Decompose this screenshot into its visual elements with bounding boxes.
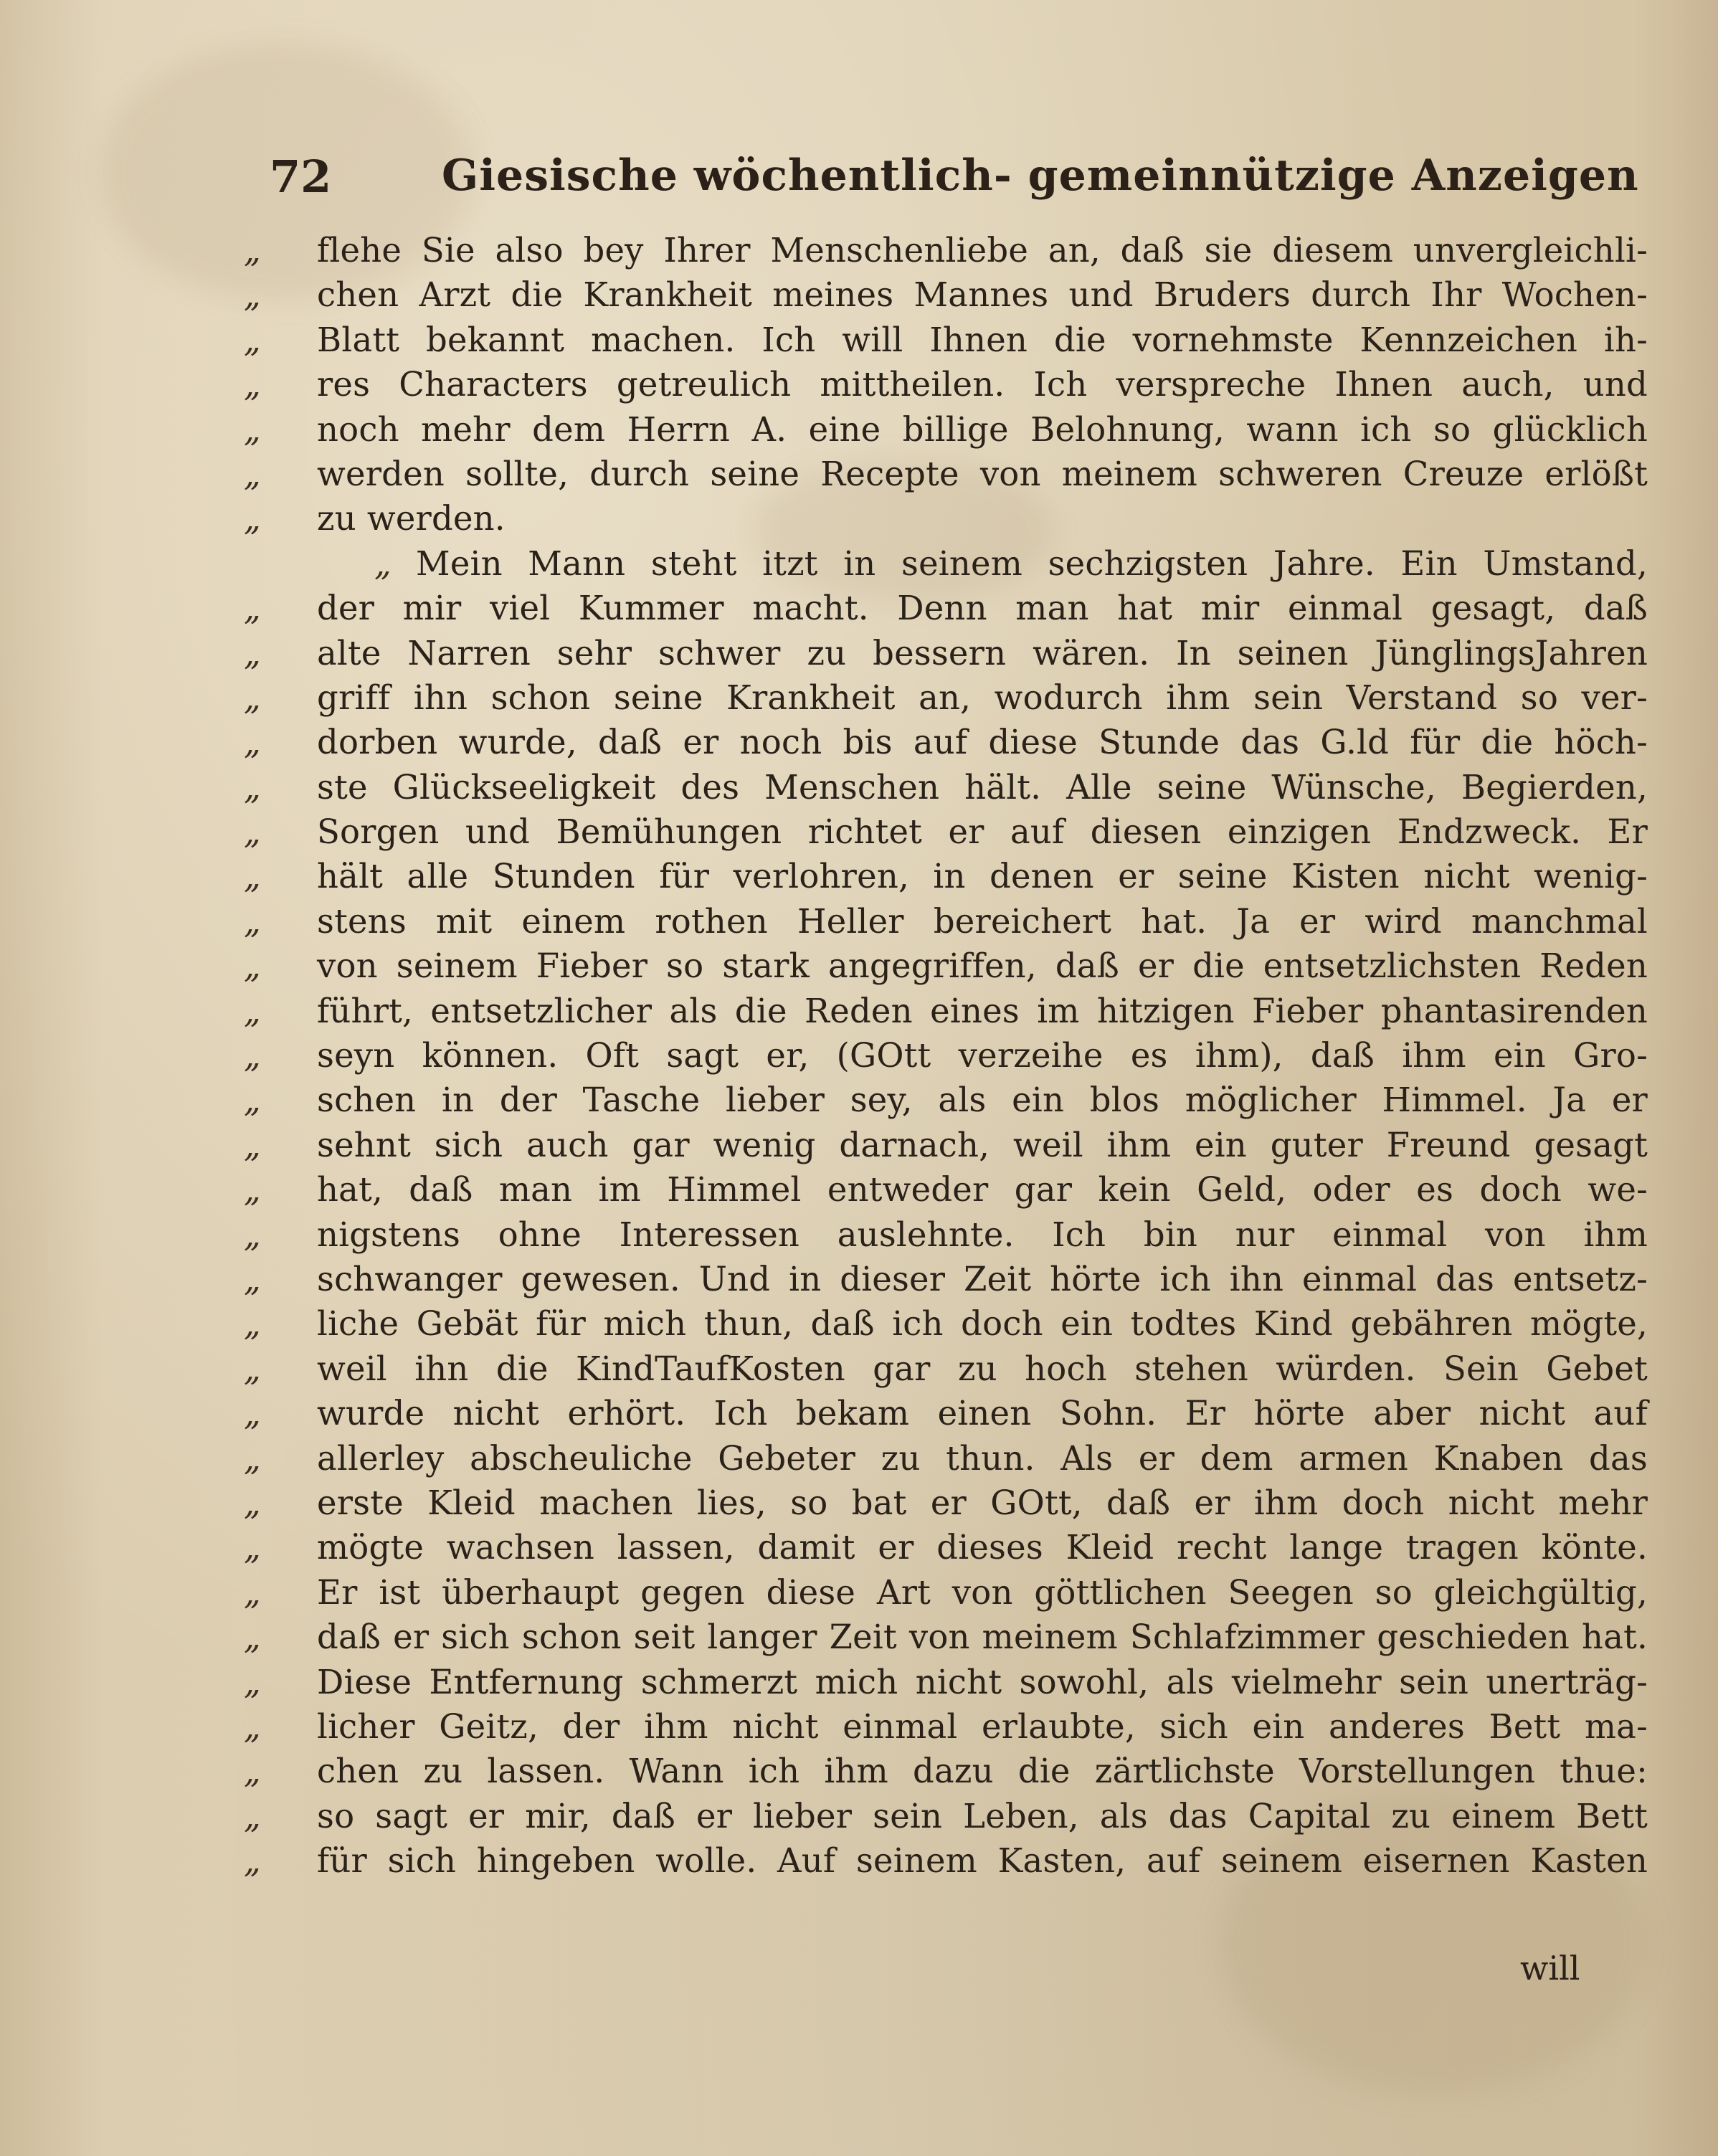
line-text: weil ihn die KindTaufKosten gar zu hoch stehen würden. Sein Gebet [317, 1349, 1648, 1388]
line-text: schwanger gewesen. Und in dieser Zeit hörte ich ihn einmal das entsetz- [317, 1259, 1648, 1298]
quote-mark: „ [244, 1259, 261, 1298]
quote-mark: „ [244, 1215, 261, 1254]
quote-mark: „ [244, 1706, 261, 1746]
text-line [244, 496, 1606, 541]
quote-mark: „ [244, 1125, 261, 1164]
text-line [244, 1033, 1648, 1078]
quote-mark: „ [244, 1394, 261, 1433]
quote-mark: „ [244, 1483, 261, 1522]
text-line [244, 228, 1648, 272]
page-number: 72 [270, 151, 332, 203]
text-line [244, 1838, 1648, 1883]
catchword: will [1520, 1949, 1580, 1988]
running-title: Giesische wöchentlich- gemeinnützige Anzeigen [442, 151, 1639, 201]
quote-mark: „ [244, 499, 261, 538]
text-line [244, 1167, 1648, 1212]
quote-mark: „ [244, 231, 261, 270]
line-text: dorben wurde, daß er noch bis auf diese Stunde das G.ld für die höch- [317, 723, 1648, 762]
quote-mark: „ [244, 409, 261, 449]
line-text: zu werden. [317, 499, 506, 538]
text-line [244, 720, 1648, 764]
text-line [244, 1749, 1648, 1793]
line-text: Er ist überhaupt gegen diese Art von göttlichen Seegen so gleichgültig, [317, 1572, 1648, 1612]
quote-mark: „ [244, 678, 261, 717]
quote-mark: „ [244, 589, 261, 628]
text-line [244, 809, 1648, 854]
line-text: werden sollte, durch seine Recepte von meinem schweren Creuze erlößt [317, 454, 1648, 493]
line-text: von seinem Fieber so stark angegriffen, daß er die entsetzlichsten Reden [317, 946, 1648, 986]
line-text: griff ihn schon seine Krankheit an, wodurch ihm sein Verstand so ver- [317, 678, 1648, 717]
quote-mark: „ [244, 1170, 261, 1210]
line-text: der mir viel Kummer macht. Denn man hat mir einmal gesagt, daß [317, 589, 1648, 628]
text-line [244, 586, 1648, 630]
text-line [244, 1391, 1648, 1435]
quote-mark: „ [244, 767, 261, 807]
text-line [244, 452, 1648, 496]
quote-mark: „ [244, 1796, 261, 1836]
text-line [244, 944, 1648, 988]
line-text: erste Kleid machen lies, so bat er GOtt, daß er ihm doch nicht mehr [317, 1483, 1648, 1522]
text-line [244, 1123, 1648, 1167]
quote-mark: „ [244, 365, 261, 404]
text-line [244, 1347, 1648, 1391]
line-text: Mein Mann steht itzt in seinem sechzigsten Jahre. Ein Umstand, [416, 543, 1648, 583]
line-text: so sagt er mir, daß er lieber sein Leben, als das Capital zu einem Bett [317, 1796, 1648, 1836]
line-text: allerley abscheuliche Gebeter zu thun. Als er dem armen Knaben das [317, 1438, 1648, 1478]
line-text: seyn können. Oft sagt er, (GOtt verzeihe es ihm), daß ihm ein Gro- [317, 1036, 1648, 1075]
line-text: flehe Sie also bey Ihrer Menschenliebe an, daß sie diesem unvergleichli- [317, 231, 1648, 270]
quote-mark: „ [244, 1438, 261, 1478]
line-text: alte Narren sehr schwer zu bessern wären. In seinen JünglingsJahren [317, 633, 1648, 673]
line-text: res Characters getreulich mittheilen. Ich verspreche Ihnen auch, und [317, 365, 1648, 404]
quote-mark: „ [244, 1349, 261, 1388]
line-text: licher Geitz, der ihm nicht einmal erlaubte, sich ein anderes Bett ma- [317, 1706, 1648, 1746]
line-text: führt, entsetzlicher als die Reden eines im hitzigen Fieber phantasirenden [317, 991, 1648, 1030]
text-line [244, 1525, 1648, 1569]
text-line [244, 854, 1648, 898]
text-line [244, 1078, 1648, 1122]
quote-mark: „ [244, 1618, 261, 1657]
line-text: noch mehr dem Herrn A. eine billige Belohnung, wann ich so glücklich [317, 409, 1648, 449]
quote-mark: „ [244, 1081, 261, 1120]
line-text: Sorgen und Bemühungen richtet er auf diesen einzigen Endzweck. Er [317, 812, 1648, 852]
quote-mark: „ [374, 543, 391, 583]
text-line [244, 407, 1648, 452]
text-line [244, 1212, 1648, 1257]
text-line [244, 1257, 1648, 1301]
body-text [244, 228, 1648, 1883]
line-text: hält alle Stunden für verlohren, in denen er seine Kisten nicht wenig- [317, 857, 1648, 896]
quote-mark: „ [244, 320, 261, 359]
quote-mark: „ [244, 812, 261, 852]
text-line [244, 1704, 1648, 1749]
quote-mark: „ [244, 633, 261, 673]
text-line [244, 1481, 1648, 1525]
quote-mark: „ [244, 901, 261, 941]
text-line [244, 1615, 1648, 1659]
line-text: chen Arzt die Krankheit meines Mannes und Bruders durch Ihr Wochen- [317, 275, 1648, 315]
quote-mark: „ [244, 454, 261, 493]
quote-mark: „ [244, 946, 261, 986]
quote-mark: „ [244, 1662, 261, 1701]
text-line [244, 675, 1648, 720]
text-line [244, 272, 1648, 317]
text-line [244, 1794, 1648, 1838]
quote-mark: „ [244, 1528, 261, 1567]
page-header [270, 143, 1639, 208]
line-text: ste Glückseeligkeit des Menschen hält. Alle seine Wünsche, Begierden, [317, 767, 1648, 807]
line-text: für sich hingeben wolle. Auf seinem Kasten, auf seinem eisernen Kasten [317, 1841, 1648, 1881]
line-text: sehnt sich auch gar wenig darnach, weil ihm ein guter Freund gesagt [317, 1125, 1648, 1164]
quote-mark: „ [244, 991, 261, 1030]
text-line [244, 1436, 1648, 1481]
line-text: schen in der Tasche lieber sey, als ein blos möglicher Himmel. Ja er [317, 1081, 1648, 1120]
line-text: hat, daß man im Himmel entweder gar kein Geld, oder es doch we- [317, 1170, 1648, 1210]
text-line [244, 1570, 1648, 1615]
text-line [244, 1301, 1648, 1346]
quote-mark: „ [244, 1036, 261, 1075]
quote-mark: „ [244, 857, 261, 896]
text-line [244, 541, 1648, 586]
line-text: Diese Entfernung schmerzt mich nicht sowohl, als vielmehr sein unerträg- [317, 1662, 1648, 1701]
quote-mark: „ [244, 275, 261, 315]
line-text: mögte wachsen lassen, damit er dieses Kleid recht lange tragen könte. [317, 1528, 1648, 1567]
text-line [244, 899, 1648, 944]
text-line [244, 362, 1648, 407]
quote-mark: „ [244, 1304, 261, 1344]
line-text: nigstens ohne Interessen auslehnte. Ich bin nur einmal von ihm [317, 1215, 1648, 1254]
line-text: stens mit einem rothen Heller bereichert hat. Ja er wird manchmal [317, 901, 1648, 941]
text-line [244, 989, 1648, 1033]
quote-mark: „ [244, 723, 261, 762]
line-text: liche Gebät für mich thun, daß ich doch ein todtes Kind gebähren mögte, [317, 1304, 1648, 1344]
text-line [244, 631, 1648, 675]
line-text: Blatt bekannt machen. Ich will Ihnen die vornehmste Kennzeichen ih- [317, 320, 1648, 359]
quote-mark: „ [244, 1572, 261, 1612]
line-text: chen zu lassen. Wann ich ihm dazu die zärtlichste Vorstellungen thue: [317, 1752, 1648, 1791]
line-text: wurde nicht erhört. Ich bekam einen Sohn. Er hörte aber nicht auf [317, 1394, 1648, 1433]
text-line [244, 318, 1648, 362]
text-line [244, 765, 1648, 809]
line-text: daß er sich schon seit langer Zeit von meinem Schlafzimmer geschieden hat. [317, 1618, 1648, 1657]
quote-mark: „ [244, 1752, 261, 1791]
text-line [244, 1660, 1648, 1704]
quote-mark: „ [244, 1841, 261, 1881]
